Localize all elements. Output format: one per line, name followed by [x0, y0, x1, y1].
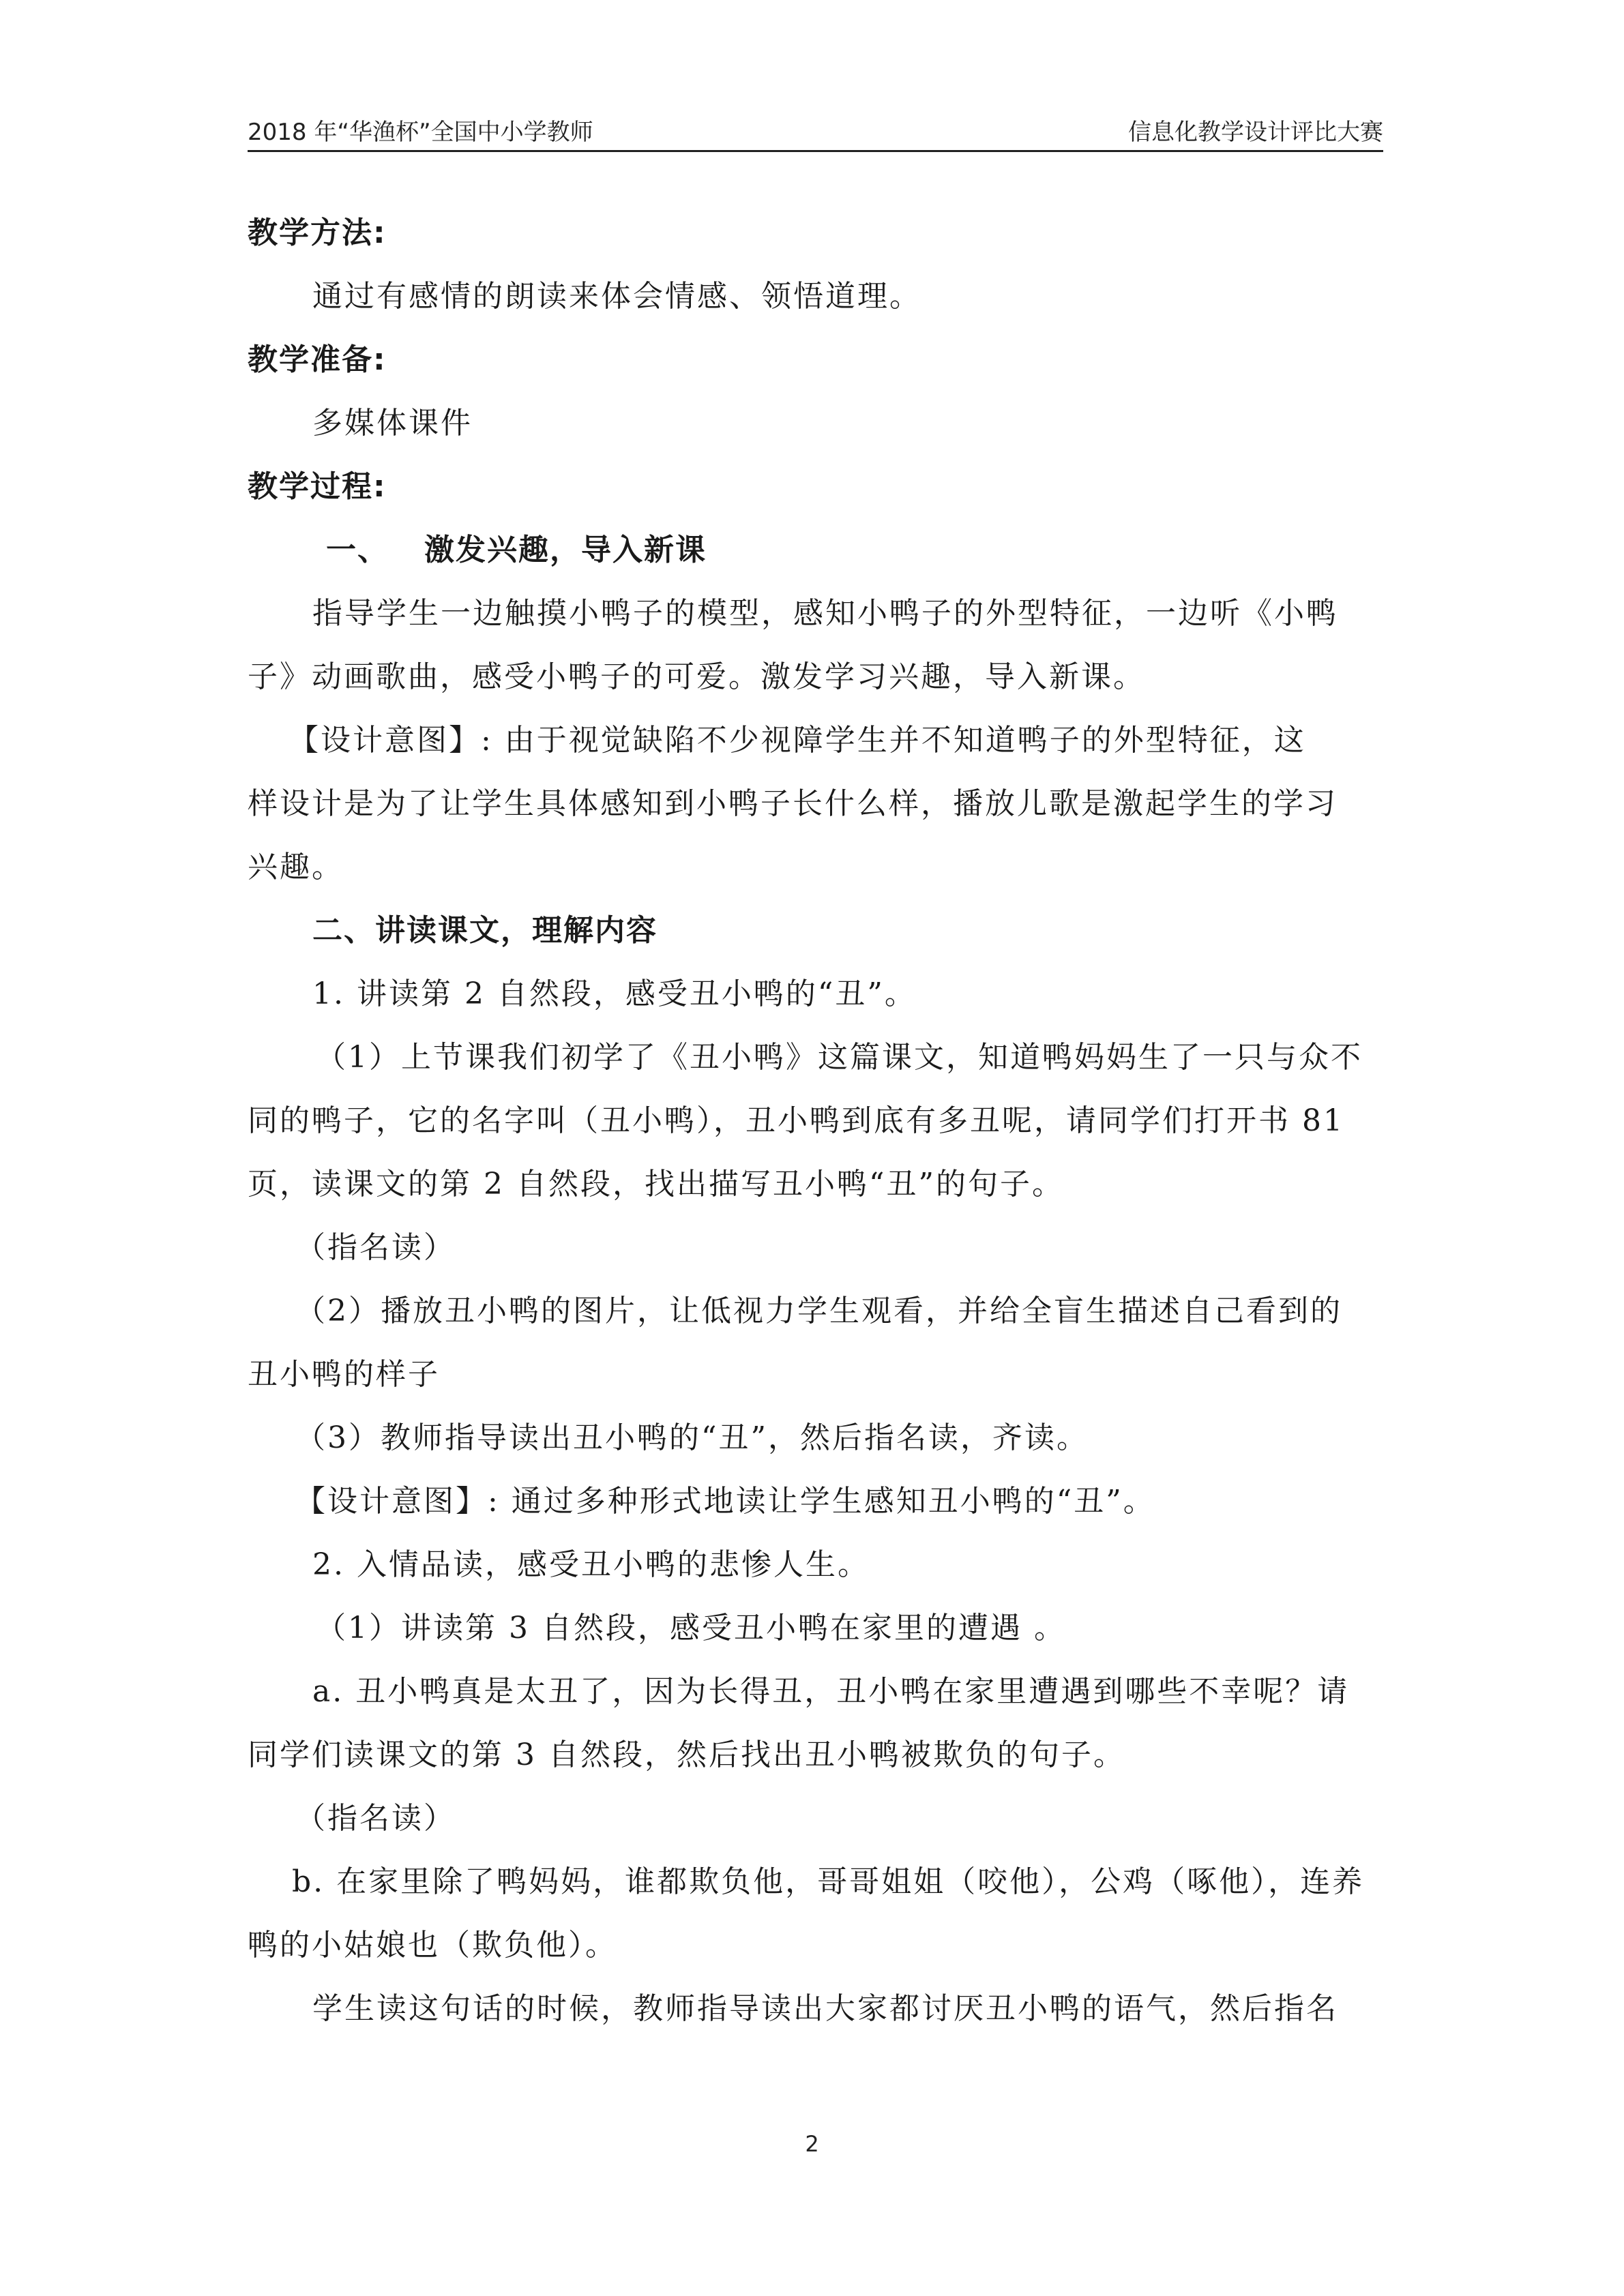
header-left: 2018 年“华渔杯”全国中小学教师	[248, 119, 593, 146]
paragraph-line: 丑小鸭的样子	[248, 1357, 440, 1392]
paragraph-line: （1）讲读第 3 自然段，感受丑小鸭在家里的遭遇 。	[316, 1611, 1066, 1645]
paragraph-line: a. 丑小鸭真是太丑了，因为长得丑，丑小鸭在家里遭遇到哪些不幸呢？请	[312, 1674, 1350, 1709]
paragraph-line: 鸭的小姑娘也（欺负他）。	[248, 1928, 617, 1963]
subheading-one: 一、 激发兴趣，导入新课	[326, 533, 707, 567]
paragraph-line: 2. 入情品读，感受丑小鸭的悲惨人生。	[312, 1547, 870, 1582]
paragraph-line: （3）教师指导读出丑小鸭的“丑”，然后指名读，齐读。	[295, 1420, 1089, 1455]
paragraph-line: 指导学生一边触摸小鸭子的模型，感知小鸭子的外型特征，一边听《小鸭	[312, 596, 1338, 631]
paragraph-line: 页，读课文的第 2 自然段，找出描写丑小鸭“丑”的句子。	[248, 1167, 1064, 1202]
section-heading-preparation: 教学准备:	[248, 342, 387, 377]
paragraph-line: 同学们读课文的第 3 自然段，然后找出丑小鸭被欺负的句子。	[248, 1738, 1125, 1772]
paragraph-line: 学生读这句话的时候，教师指导读出大家都讨厌丑小鸭的语气，然后指名	[312, 1991, 1338, 2026]
design-intent-line: 【设计意图】: 通过多种形式地读让学生感知丑小鸭的“丑”。	[295, 1484, 1155, 1519]
document-body	[248, 201, 1383, 2040]
header-right: 信息化教学设计评比大赛	[1128, 119, 1383, 146]
paragraph-line: （1）上节课我们初学了《丑小鸭》这篇课文，知道鸭妈妈生了一只与众不	[316, 1040, 1363, 1075]
page-number: 2	[805, 2131, 819, 2157]
paragraph-line: 多媒体课件	[312, 406, 473, 441]
paragraph-line: 样设计是为了让学生具体感知到小鸭子长什么样，播放儿歌是激起学生的学习	[248, 786, 1338, 821]
paragraph-line: 1. 讲读第 2 自然段，感受丑小鸭的“丑”。	[312, 976, 917, 1011]
subheading-two: 二、讲读课文，理解内容	[312, 913, 658, 948]
page-header	[248, 115, 1383, 150]
design-intent-line: 【设计意图】: 由于视觉缺陷不少视障学生并不知道鸭子的外型特征，这	[289, 723, 1306, 758]
paragraph-line: （指名读）	[295, 1230, 456, 1265]
paragraph-line: 子》动画歌曲，感受小鸭子的可爱。激发学习兴趣，导入新课。	[248, 659, 1145, 694]
paragraph-line: 同的鸭子，它的名字叫（丑小鸭），丑小鸭到底有多丑呢，请同学们打开书 81	[248, 1103, 1344, 1138]
header-rule	[248, 150, 1383, 152]
paragraph-line: 通过有感情的朗读来体会情感、领悟道理。	[312, 279, 921, 314]
paragraph-line: （2）播放丑小鸭的图片，让低视力学生观看，并给全盲生描述自己看到的	[295, 1294, 1342, 1328]
paragraph-line: b. 在家里除了鸭妈妈，谁都欺负他，哥哥姐姐（咬他），公鸡（啄他），连养	[292, 1864, 1365, 1899]
section-heading-process: 教学过程:	[248, 469, 387, 504]
paragraph-line: （指名读）	[295, 1801, 456, 1836]
paragraph-line: 兴趣。	[248, 850, 344, 884]
section-heading-methods: 教学方法:	[248, 215, 387, 250]
